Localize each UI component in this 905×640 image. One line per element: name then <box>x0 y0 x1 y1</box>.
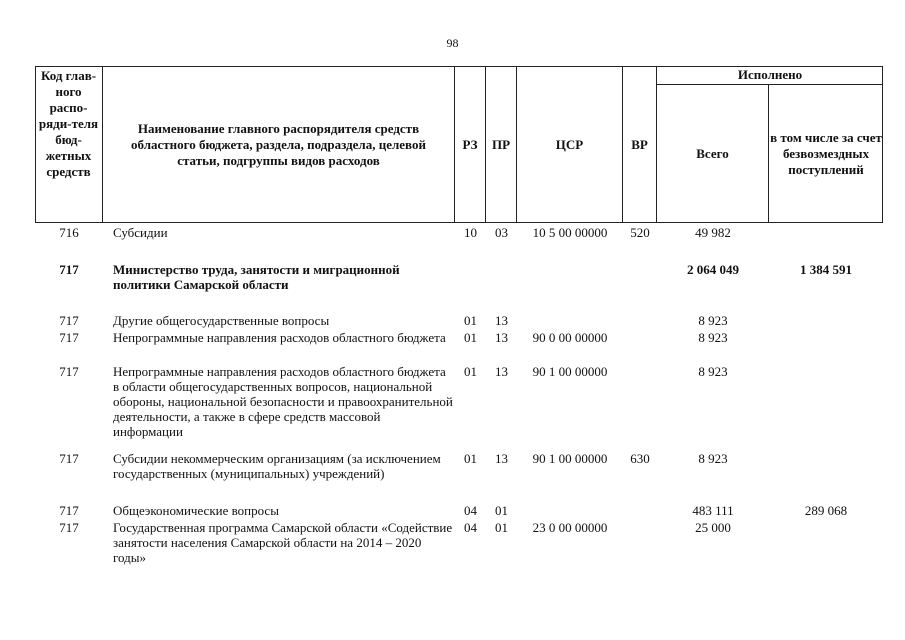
cell-code: 717 <box>59 262 79 277</box>
header-total: Всего <box>657 85 769 223</box>
cell-name: Субсидии некоммерческим организациям (за исключением государственных (муниципальных) учреждений) <box>113 451 441 481</box>
cell-total: 483 111 <box>692 503 734 518</box>
cell-code: 716 <box>59 225 79 240</box>
cell-total: 8 923 <box>698 313 728 328</box>
cell-rz: 01 <box>464 451 477 466</box>
cell-name: Общеэкономические вопросы <box>113 503 279 518</box>
cell-rz: 01 <box>464 313 477 328</box>
cell-code: 717 <box>59 503 79 518</box>
cell-csr: 90 1 00 00000 <box>532 364 608 379</box>
cell-name: Непрограммные направления расходов областного бюджета в области общегосударственных вопросов, национальной обороны, национальной безопасности и правоохранительной деятельности, а также в сфере средств массовой информации <box>113 364 453 439</box>
cell-name: Другие общегосударственные вопросы <box>113 313 330 328</box>
header-name: Наименование главного распорядителя средств областного бюджета, раздела, подраздела, целевой статьи, подгруппы видов расходов <box>103 66 455 223</box>
cell-vr: 630 <box>630 451 650 466</box>
cell-name: Субсидии <box>113 225 168 240</box>
cell-pr: 01 <box>495 520 508 535</box>
cell-pr: 01 <box>495 503 508 518</box>
header-incl: в том числе за счет безвозмездных поступлений <box>770 130 882 177</box>
cell-total: 8 923 <box>698 451 728 466</box>
cell-csr: 23 0 00 00000 <box>532 520 608 535</box>
cell-name: Государственная программа Самарской области «Содействие занятости населения Самарской области на 2014 – 2020 годы» <box>113 520 453 565</box>
cell-name: Непрограммные направления расходов областного бюджета <box>113 330 446 345</box>
cell-total: 25 000 <box>695 520 731 535</box>
cell-vr: 520 <box>630 225 650 240</box>
cell-total: 49 982 <box>695 225 731 240</box>
cell-code: 717 <box>59 330 79 345</box>
page-number: 98 <box>446 36 459 50</box>
cell-total: 2 064 049 <box>687 262 739 277</box>
header-vr: ВР <box>623 66 657 223</box>
cell-csr: 10 5 00 00000 <box>532 225 608 240</box>
cell-incl: 1 384 591 <box>800 262 852 277</box>
cell-code: 717 <box>59 364 79 379</box>
header-pr: ПР <box>486 66 517 223</box>
header-code: Код глав-ного распо-ряди-теля бюд-жетных средств <box>35 66 103 223</box>
cell-rz: 01 <box>464 364 477 379</box>
cell-rz: 10 <box>464 225 477 240</box>
cell-code: 717 <box>59 313 79 328</box>
cell-pr: 13 <box>495 364 508 379</box>
cell-csr: 90 1 00 00000 <box>532 451 608 466</box>
cell-name: Министерство труда, занятости и миграционной политики Самарской области <box>113 262 400 292</box>
header-executed: Исполнено <box>657 66 883 85</box>
cell-total: 8 923 <box>698 364 728 379</box>
cell-code: 717 <box>59 520 79 535</box>
header-rz: РЗ <box>455 66 486 223</box>
cell-pr: 13 <box>495 313 508 328</box>
cell-rz: 04 <box>464 503 477 518</box>
cell-pr: 13 <box>495 451 508 466</box>
cell-csr: 90 0 00 00000 <box>532 330 608 345</box>
cell-pr: 03 <box>495 225 508 240</box>
cell-rz: 04 <box>464 520 477 535</box>
cell-rz: 01 <box>464 330 477 345</box>
cell-total: 8 923 <box>698 330 728 345</box>
header-csr: ЦСР <box>517 66 623 223</box>
cell-code: 717 <box>59 451 79 466</box>
cell-incl: 289 068 <box>804 503 848 518</box>
cell-pr: 13 <box>495 330 508 345</box>
